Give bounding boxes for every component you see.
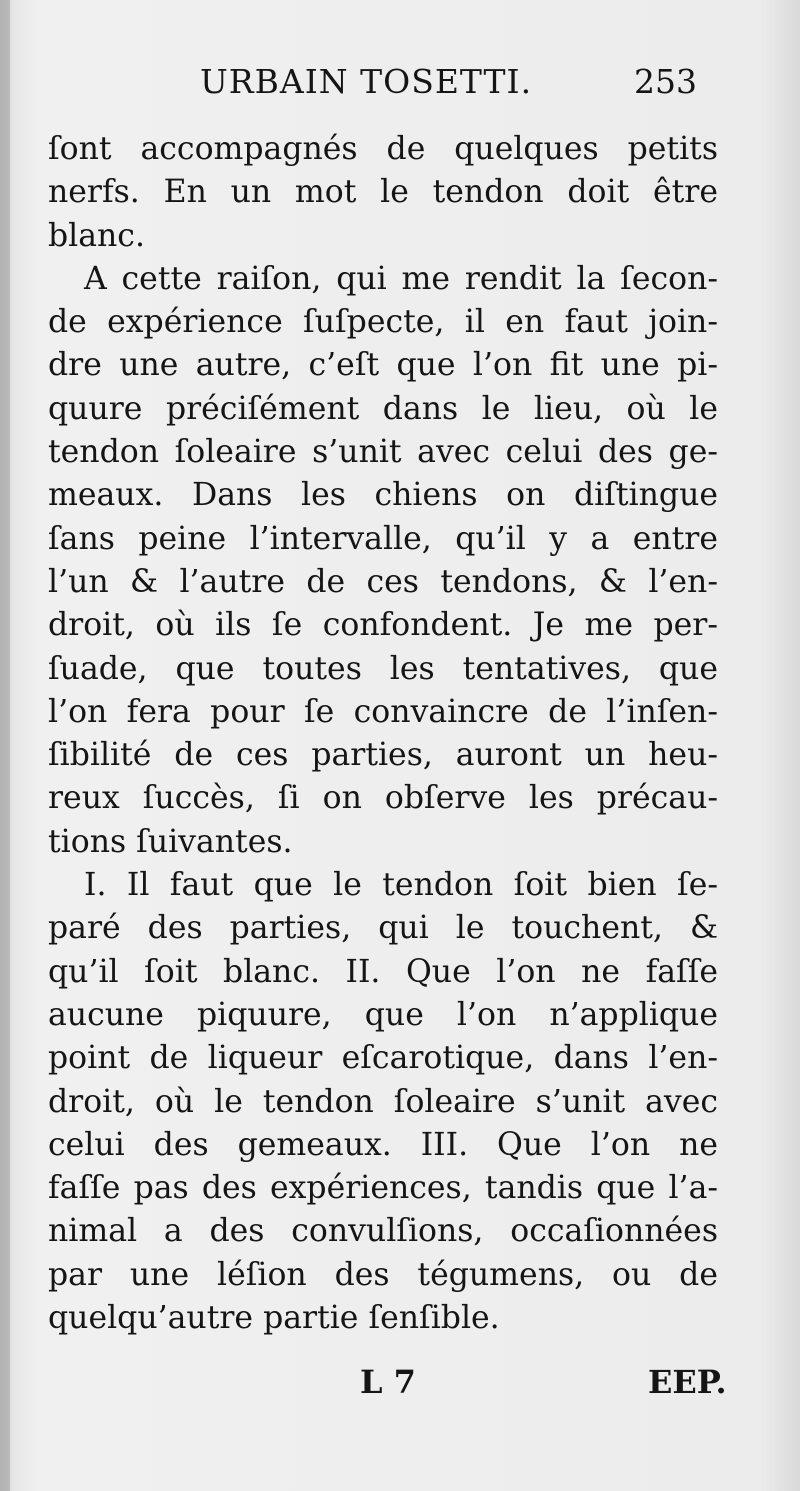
page-number: 253	[634, 62, 697, 101]
text-line: dre une autre, c’eſt que l’on fit une pi-	[48, 347, 718, 384]
text-line: faſſe pas des expériences, tandis que l’a-	[48, 1170, 718, 1207]
text-line: ſuade, que toutes les tentatives, que	[48, 650, 718, 687]
text-line: I. Il faut que le tendon ſoit bien ſe-	[84, 867, 718, 904]
text-line: reux ſuccès, ſi on obſerve les précau-	[48, 780, 718, 817]
text-line: aucune piquure, que l’on n’applique	[48, 996, 718, 1033]
text-line: nerfs. En un mot le tendon doit être	[48, 174, 718, 211]
text-line: quelqu’autre partie ſenſible.	[48, 1300, 500, 1337]
text-line: tendon ſoleaire s’unit avec celui des ge-	[48, 434, 718, 471]
text-line: ſibilité de ces parties, auront un heu-	[48, 737, 718, 774]
body-text	[48, 128, 718, 1340]
text-line: de expérience ſuſpecte, il en faut join-	[48, 304, 718, 341]
text-line: quure préciſément dans le lieu, où le	[48, 390, 718, 427]
text-line: nimal a des convulſions, occaſionnées	[48, 1213, 718, 1250]
text-line: ſans peine l’intervalle, qu’il y a entre	[48, 520, 718, 557]
text-line: meaux. Dans les chiens on diſtingue	[48, 477, 718, 514]
catchword: EEP.	[648, 1363, 727, 1401]
text-line: point de liqueur eſcarotique, dans l’en-	[48, 1040, 718, 1077]
text-line: tions ſuivantes.	[48, 823, 293, 860]
text-line: A cette raiſon, qui me rendit la ſecon-	[84, 260, 718, 297]
text-line: l’un & l’autre de ces tendons, & l’en-	[48, 563, 718, 600]
text-line: blanc.	[48, 217, 145, 254]
text-line: droit, où ils ſe confondent. Je me per-	[48, 607, 718, 644]
text-line: droit, où le tendon ſoleaire s’unit avec	[48, 1083, 718, 1120]
text-line: l’on fera pour ſe convaincre de l’inſen-	[48, 693, 718, 730]
text-line: paré des parties, qui le touchent, &	[48, 910, 718, 947]
text-line: par une léſion des tégumens, ou de	[48, 1256, 718, 1293]
text-line: qu’il ſoit blanc. II. Que l’on ne faſſe	[48, 953, 718, 990]
text-line: ſont accompagnés de quelques petits	[48, 131, 718, 167]
text-line: celui des gemeaux. III. Que l’on ne	[48, 1126, 718, 1163]
signature-mark: L 7	[360, 1363, 416, 1401]
running-head: URBAIN TOSETTI.	[200, 62, 533, 101]
